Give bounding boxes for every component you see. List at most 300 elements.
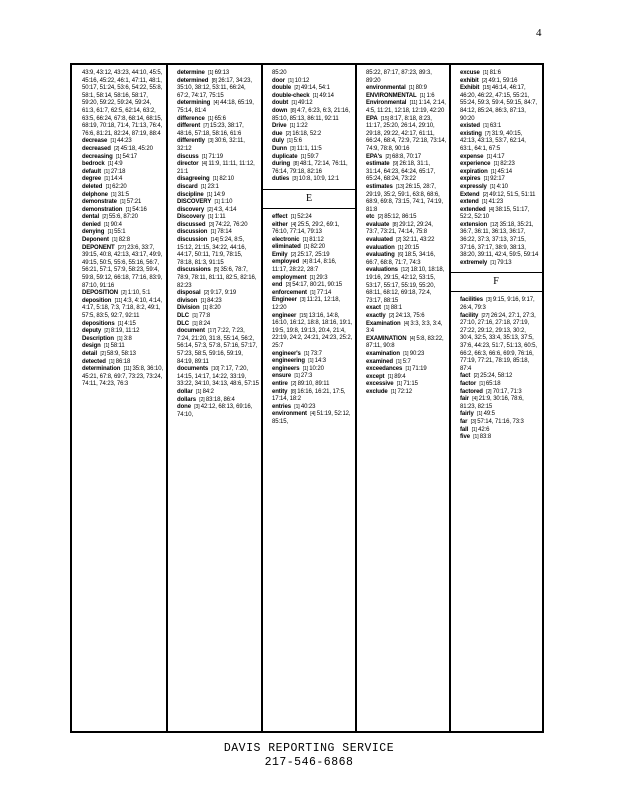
index-headword: evaluating <box>366 252 395 259</box>
index-headword: DEPOSITION <box>82 290 119 297</box>
index-entry <box>460 192 539 200</box>
index-headword: employed <box>272 259 300 266</box>
index-count: [2] <box>101 214 109 221</box>
index-headword: discussion <box>177 237 208 244</box>
index-headword: down <box>272 107 288 114</box>
index-count: [13] <box>394 183 406 190</box>
index-entry <box>82 146 164 154</box>
index-references: 15:23, 38:17, 48:16, 57:18, 58:16, 61:6 <box>177 123 244 137</box>
index-count: [3] <box>192 404 201 411</box>
index-count: [1] <box>401 350 410 357</box>
index-headword: engineer <box>272 312 297 319</box>
index-references: 31:9, 40:15, 42:13, 43:13, 53:7, 62:14, 63:1, 64:1, 67:5 <box>460 130 526 152</box>
index-entry <box>460 184 539 192</box>
index-entry <box>272 313 353 351</box>
index-count: [3] <box>284 282 293 289</box>
index-entry <box>460 70 539 78</box>
index-entry <box>272 381 353 389</box>
index-count: [1] <box>311 92 320 99</box>
index-count: [1] <box>206 214 215 221</box>
index-headword: demonstrate <box>82 199 117 206</box>
index-count: [4] <box>301 259 310 266</box>
index-references: 25:5, 29:2, 69:1, 76:10, 77:14, 79:13 <box>272 221 340 236</box>
index-entry <box>272 252 353 260</box>
index-references: 65:6 <box>214 115 226 122</box>
index-entry <box>177 313 259 321</box>
index-count: [2] <box>472 373 481 380</box>
index-headword: evaluate <box>366 221 390 228</box>
index-entry <box>177 229 259 237</box>
index-headword: determining <box>177 100 211 107</box>
section-header-e: E <box>262 189 356 209</box>
index-entry <box>82 184 164 192</box>
index-count: [3] <box>469 418 478 425</box>
index-references: 16:18, 52:2 <box>292 130 322 137</box>
index-entry <box>272 290 353 298</box>
index-count: [3] <box>207 221 216 228</box>
index-entry <box>460 297 539 312</box>
index-headword: doubt <box>272 100 289 107</box>
index-references: 49:12, 51:5, 51:11 <box>489 191 536 198</box>
index-references: 70:17, 71:3 <box>492 388 522 395</box>
index-headword: divison <box>177 297 198 304</box>
index-count: [1] <box>480 199 489 206</box>
index-entry <box>82 229 164 237</box>
index-count: [2] <box>480 77 489 84</box>
index-entry <box>366 336 447 351</box>
index-entry <box>82 321 164 329</box>
index-references: 44:18, 65:19, 75:14, 81:4 <box>177 100 254 114</box>
index-count: [8] <box>289 388 298 395</box>
index-references: 26:18, 31:1, 31:14, 64:23, 64:24, 65:17, 65:24, 68:24, 73:22 <box>366 161 436 183</box>
index-entry <box>272 275 353 283</box>
index-entry <box>82 343 164 351</box>
index-entry <box>460 123 539 131</box>
index-headword: DEPONENT <box>82 244 115 251</box>
index-count: [1] <box>407 85 416 92</box>
index-references: 14:3 <box>314 358 327 365</box>
index-count: [2] <box>293 85 301 92</box>
index-count: [1] <box>194 388 203 395</box>
index-headword: Description <box>82 335 114 342</box>
index-references: 11:1, 11:5 <box>296 145 322 152</box>
index-references: 57:21 <box>126 199 142 206</box>
index-entry <box>366 184 447 214</box>
index-count: [1] <box>109 138 118 145</box>
index-references: 44:23 <box>117 138 132 145</box>
index-references: 1:11 <box>214 214 226 221</box>
index-headword: discussed <box>177 221 206 228</box>
index-references: 42:12, 68:13, 69:16, 74:10, <box>177 404 253 418</box>
index-entry <box>366 359 447 367</box>
index-references: 11:9, 11:11, 11:12, 21:1 <box>177 161 255 175</box>
index-entry <box>177 389 259 397</box>
index-headword: environmental <box>366 85 406 92</box>
index-entry <box>82 336 164 344</box>
index-references: 29:3 <box>316 274 328 281</box>
index-references: 54:17 <box>122 153 138 160</box>
index-count: [10] <box>210 366 221 373</box>
index-references: 5:8, 83:22, 87:11, 90:8 <box>366 335 444 350</box>
index-references: 9:17, 9:19 <box>210 290 237 297</box>
index-count: [15] <box>298 312 309 319</box>
index-count: [1] <box>485 153 494 160</box>
index-references: 89:10, 89:11 <box>297 380 330 387</box>
index-headword: expiration <box>460 168 488 175</box>
index-references: 83:8 <box>479 434 492 441</box>
index-entry <box>177 237 259 267</box>
index-count: [11] <box>122 366 133 373</box>
index-entry <box>272 404 353 412</box>
index-references: 24:13, 75:6 <box>395 313 425 319</box>
index-references: 69:13 <box>214 70 230 76</box>
index-count: [1] <box>396 244 405 251</box>
index-entry <box>272 366 353 374</box>
index-references: 59:7 <box>307 153 319 160</box>
index-entry <box>366 116 447 154</box>
index-count: [15] <box>379 115 391 122</box>
index-headword: Dunn <box>272 145 287 152</box>
index-headword: decreasing <box>82 153 113 160</box>
index-headword: except <box>366 373 385 380</box>
index-headword: bedrock <box>82 161 105 168</box>
index-count: [1] <box>471 434 480 441</box>
index-references: 18:10, 18:18, 19:16, 29:15, 42:12, 53:15, 53:17, 55:17, 55:19, 55:20, 68:11, 68:12, 69:18, 72:4, 73:17, 88:15 <box>366 267 445 304</box>
index-count: [1] <box>290 100 299 107</box>
index-headword: Exhibit <box>460 85 480 92</box>
index-count: [1] <box>206 115 215 122</box>
index-references: 27:3 <box>300 373 313 380</box>
index-references: 29:12, 29:24, 73:7, 73:21, 74:14, 75:8 <box>366 221 433 236</box>
index-count: [1] <box>404 366 413 373</box>
index-count: [1] <box>302 350 311 357</box>
index-count: [1] <box>209 229 218 236</box>
index-references: 10:20 <box>309 365 324 372</box>
index-entry <box>366 85 447 93</box>
index-references: 1:6 <box>426 92 435 99</box>
index-entry <box>82 169 164 177</box>
index-entry <box>177 116 259 124</box>
index-count: [11] <box>408 100 419 107</box>
index-headword: evaluated <box>366 237 393 244</box>
index-references: 27:18 <box>110 168 126 175</box>
index-headword: Division <box>177 305 200 312</box>
index-headword: exceedances <box>366 366 403 373</box>
index-count: [3] <box>291 176 299 183</box>
index-entry <box>272 123 353 131</box>
index-entry <box>82 161 164 169</box>
index-count: [1] <box>201 305 210 312</box>
index-entry <box>272 131 353 139</box>
index-entry <box>460 260 539 268</box>
index-headword: experience <box>460 161 491 168</box>
index-headword: discard <box>177 183 198 190</box>
index-references: 5:24, 8:5, 15:12, 21:15, 34:22, 44:16, 44:17, 50:11, 71:9, 78:15, 78:18, 81:3, 91:15 <box>177 237 247 266</box>
index-entry <box>460 154 539 162</box>
index-references: 79:13 <box>496 259 512 266</box>
index-entry <box>366 366 447 374</box>
index-entry <box>460 169 539 177</box>
index-headword: electronic <box>272 236 300 243</box>
index-headword: employment <box>272 274 307 281</box>
index-headword: facilities <box>460 297 484 304</box>
index-references: 72:12 <box>397 388 413 395</box>
index-references: 4:17 <box>493 153 505 160</box>
index-count: [2] <box>99 350 107 357</box>
index-entry <box>366 214 447 222</box>
index-count: [1] <box>285 138 294 145</box>
page-number: 4 <box>536 27 542 39</box>
index-references: 38:15, 51:17, 52:2, 52:10 <box>460 206 530 221</box>
index-references: 82:10 <box>219 176 234 183</box>
index-count: [4] <box>200 161 209 168</box>
index-headword: estimates <box>366 183 393 190</box>
index-headword: degree <box>82 176 102 183</box>
index-references: 25:17, 25:19 <box>297 251 330 258</box>
index-count: [14] <box>209 237 220 244</box>
index-count: [2] <box>394 237 403 244</box>
index-headword: ENVIRONMENTAL <box>366 92 417 99</box>
index-references: 23:1 <box>207 183 219 190</box>
index-headword: ensure <box>272 373 292 380</box>
index-entry <box>460 207 539 222</box>
index-references: 8:24 <box>198 320 211 327</box>
index-references: 80:9 <box>415 85 427 92</box>
index-entry <box>82 237 164 245</box>
index-count: [1] <box>213 199 222 206</box>
index-references: 35:18, 35:21, 36:7, 36:11, 36:13, 36:17, 36:22, 37:3, 37:13, 37:15, 37:16, 37:17, 38:9, 38:13, 38:20, 39:11, 42:4, 59:5, 59:14 <box>460 221 539 259</box>
index-headword: double <box>272 85 292 92</box>
index-count: [12] <box>399 267 411 274</box>
index-references: 88:1 <box>390 305 402 312</box>
index-entry <box>177 214 259 222</box>
index-headword: existed <box>460 123 480 130</box>
index-count: [1] <box>118 199 127 206</box>
index-count: [1] <box>288 123 297 130</box>
index-entry <box>272 244 353 252</box>
index-count: [27] <box>116 244 128 251</box>
index-entry <box>366 305 447 313</box>
index-references: 13:16, 14:8, 16:10, 16:12, 18:8, 18:16, 19:1, 19:5, 19:8, 19:13, 20:4, 21:4, 22:19, 24:2, 24:21, 24:23, 25:2, 25:7 <box>272 312 353 349</box>
index-entry <box>177 267 259 290</box>
index-count: [1] <box>308 274 317 281</box>
index-count: [2] <box>284 130 293 137</box>
index-entry <box>272 373 353 381</box>
index-count: [8] <box>391 221 400 228</box>
index-headword: extremely <box>460 259 488 266</box>
index-column-4 <box>356 65 450 731</box>
index-headword: effect <box>272 213 288 220</box>
index-entry <box>460 427 539 435</box>
index-references: 1:14, 2:14, 4:5, 11:21, 12:18, 12:19, 42:20 <box>366 100 446 114</box>
index-count: [1] <box>199 183 208 190</box>
index-references: 55:1 <box>114 229 126 236</box>
index-references: 42:6 <box>478 426 490 433</box>
index-entry <box>177 305 259 313</box>
index-entry <box>177 123 259 138</box>
index-references: 68:8, 70:17 <box>392 153 421 160</box>
index-references: 83:18, 86:4 <box>205 396 235 403</box>
index-references: 26:17, 34:23, 35:10, 38:12, 53:11, 66:24, 67:2, 74:17, 75:15 <box>177 77 252 99</box>
index-headword: different <box>177 123 201 130</box>
index-references: 92:17 <box>490 176 505 183</box>
index-references: 1:10, 5:1 <box>127 290 151 297</box>
index-headword: exclude <box>366 388 388 395</box>
index-headword: dollar <box>177 388 193 395</box>
index-count: [3] <box>485 297 493 304</box>
index-count: [2] <box>289 251 298 258</box>
index-headword: determination <box>82 366 121 373</box>
index-entry <box>366 381 447 389</box>
index-headword: door <box>272 77 285 84</box>
index-entry <box>460 78 539 86</box>
index-count: [7] <box>202 123 210 130</box>
index-entry <box>366 222 447 237</box>
index-count: [1] <box>394 358 403 365</box>
index-headword: discuss <box>177 153 199 160</box>
index-references: 84:2 <box>202 388 214 395</box>
index-references: 3:8 <box>123 335 132 342</box>
index-entry <box>82 70 164 138</box>
index-headword: evaluation <box>366 244 395 251</box>
index-count: [2] <box>387 313 396 319</box>
index-count: [1] <box>301 236 310 243</box>
index-entry <box>366 313 447 321</box>
index-headword: excuse <box>460 70 480 76</box>
index-count: [1] <box>418 92 427 99</box>
index-count: [7] <box>483 130 492 137</box>
index-headword: extend <box>460 199 479 206</box>
index-headword: exhibit <box>460 77 479 84</box>
index-headword: determine <box>177 70 205 76</box>
index-references: 10:8, 10:9, 12:1 <box>298 176 340 183</box>
index-count: [8] <box>289 107 298 114</box>
index-entry <box>82 222 164 230</box>
index-count: [4] <box>402 320 411 327</box>
index-count: [1] <box>489 259 497 266</box>
index-entry <box>82 138 164 146</box>
index-entry <box>272 78 353 86</box>
index-entry <box>272 351 353 359</box>
index-headword: Environmental <box>366 100 407 107</box>
index-entry <box>366 237 447 245</box>
index-count: [1] <box>395 381 404 388</box>
index-headword: EPA <box>366 115 378 122</box>
index-headword: delphone <box>82 191 108 198</box>
index-entry <box>460 85 539 123</box>
index-count: [2] <box>481 191 490 198</box>
index-count: [1] <box>488 183 497 190</box>
index-headword: discussions <box>177 267 211 274</box>
index-count: [1] <box>106 229 115 236</box>
index-entry <box>272 358 353 366</box>
index-count: [1] <box>492 161 501 168</box>
index-entry <box>272 389 353 404</box>
index-headword: exact <box>366 305 381 312</box>
index-entry <box>272 222 353 237</box>
index-count: [1] <box>293 373 301 380</box>
index-headword: examination <box>366 350 400 357</box>
index-entry <box>366 374 447 382</box>
index-count: [1] <box>102 168 111 175</box>
index-entry <box>460 199 539 207</box>
index-references: 55:6, 87:20 <box>108 214 138 221</box>
index-count: [3] <box>288 145 297 152</box>
index-count: [1] <box>481 70 490 76</box>
index-entry <box>177 321 259 329</box>
index-references: 26:24, 27:1, 27:3, 27:10, 27:16, 27:18, 27:19, 27:22, 29:12, 29:13, 30:2, 30:4, 32:5, 33:4, 35:13, 37:5, 37:6, 44:23, 51:7, 51:13, 60:5, 66:2, 66:3, 66:6, 69:9, 76:16, 77:19, 77:21, 78:19, 85:18, 87:4 <box>460 312 537 372</box>
index-count: [1] <box>110 237 119 244</box>
index-references: 4:7, 6:23, 6:3, 21:16, 85:10, 85:13, 86:11, 92:11 <box>272 107 350 122</box>
index-count: [9] <box>391 161 400 168</box>
index-references: 45:18, 45:20 <box>120 145 153 152</box>
index-headword: existing <box>460 130 482 137</box>
index-headword: design <box>82 343 101 350</box>
index-count: [1] <box>102 343 111 350</box>
index-headword: engineer's <box>272 350 301 357</box>
index-entry <box>82 351 164 359</box>
index-entry <box>460 161 539 169</box>
index-references: 84:23 <box>207 297 222 304</box>
index-references: 16:16, 16:21, 17:5, 17:14, 18:2 <box>272 388 346 403</box>
index-headword: depositions <box>82 320 115 327</box>
index-references: 4:3, 4:10, 4:14, 4:17, 5:18, 7:3, 7:18, 8:2, 49:1, 57:5, 83:5, 92:7, 92:11 <box>82 297 162 319</box>
index-count: [1] <box>470 426 479 433</box>
index-count: [1] <box>389 388 398 395</box>
index-headword: during <box>272 161 291 168</box>
index-headword: done <box>177 404 191 411</box>
index-headword: EPA's <box>366 153 383 160</box>
index-headword: detected <box>82 358 106 365</box>
index-headword: deputy <box>82 328 102 335</box>
index-headword: differently <box>177 138 205 145</box>
index-count: [1] <box>292 403 301 410</box>
index-entry <box>82 290 164 298</box>
index-references: 9:15, 9:16, 9:17, 26:4, 79:3 <box>460 297 535 312</box>
index-references: 32:11, 43:22 <box>402 237 435 244</box>
index-references: 49:12 <box>298 100 313 107</box>
index-headword: dental <box>82 214 100 221</box>
index-headword: double-check <box>272 92 310 99</box>
index-headword: expires <box>460 176 481 183</box>
index-count: [1] <box>115 335 124 342</box>
index-entry <box>177 207 259 215</box>
index-headword: disagreeing <box>177 176 210 183</box>
index-headword: end <box>272 282 283 289</box>
index-references: 35:6, 78:7, 78:9, 78:11, 81:11, 82:5, 82:16, 82:23 <box>177 267 257 289</box>
index-headword: Drive <box>272 123 287 130</box>
index-count: [1] <box>116 320 125 327</box>
index-headword: factor <box>460 380 477 387</box>
index-entry <box>177 192 259 200</box>
index-references: 46:14, 46:17, 46:20, 46:22, 47:15, 55:21, 55:24, 59:3, 59:4, 59:15, 84:7, 84:12, 85:24, 86:3, 87:13, 90:20 <box>460 85 537 122</box>
section-header-f: F <box>450 272 542 292</box>
index-entry <box>82 359 164 367</box>
index-references: 4:15 <box>124 320 136 327</box>
index-references: 3:3, 3:3, 3:4, 3:4 <box>366 320 443 335</box>
index-headword: fair <box>460 396 469 403</box>
index-entry <box>177 328 259 366</box>
index-headword: expressly <box>460 183 487 190</box>
index-headword: duties <box>272 176 290 183</box>
index-count: [3] <box>298 297 307 304</box>
index-count: [11] <box>113 297 124 304</box>
index-headword: five <box>460 434 470 441</box>
index-headword: DLC <box>177 313 190 319</box>
index-references: 21:9, 30:16, 78:6, 81:23, 82:15 <box>460 396 524 410</box>
index-count: [4] <box>308 411 317 418</box>
index-references: 7:17, 7:20, 14:15, 14:17, 14:22, 33:19, 33:22, 34:10, 34:13, 48:6, 57:15 <box>177 366 259 388</box>
